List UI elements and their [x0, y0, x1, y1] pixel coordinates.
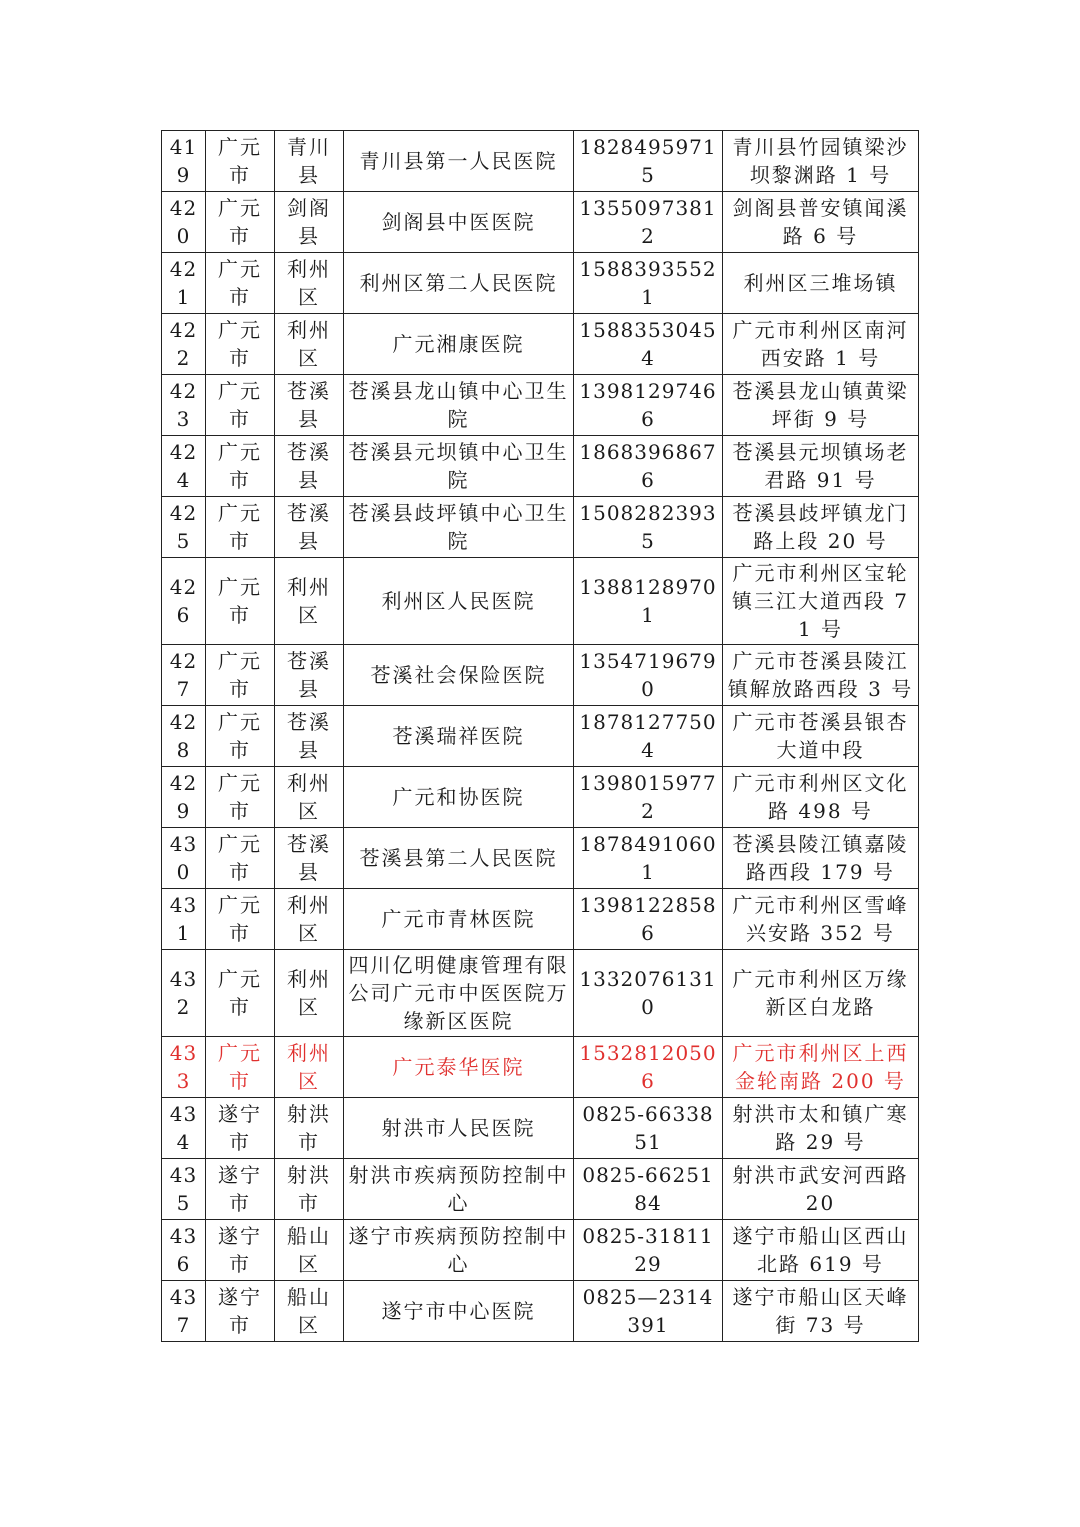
- phone-cell: 18781277504: [574, 706, 723, 767]
- district-cell: 剑阁县: [275, 192, 344, 253]
- address-cell: 广元市利州区南河西安路 1 号: [723, 314, 919, 375]
- address-cell: 广元市利州区文化路 498 号: [723, 767, 919, 828]
- row-number: 427: [162, 645, 206, 706]
- hospital-name-cell: 青川县第一人民医院: [344, 131, 574, 192]
- city-cell: 广元市: [206, 645, 275, 706]
- district-cell: 利州区: [275, 950, 344, 1037]
- row-number: 420: [162, 192, 206, 253]
- row-number: 426: [162, 558, 206, 645]
- district-cell: 苍溪县: [275, 497, 344, 558]
- row-number: 429: [162, 767, 206, 828]
- row-number: 423: [162, 375, 206, 436]
- phone-cell: 13550973812: [574, 192, 723, 253]
- district-cell: 利州区: [275, 1037, 344, 1098]
- city-cell: 广元市: [206, 497, 275, 558]
- row-number: 425: [162, 497, 206, 558]
- hospital-name-cell: 利州区人民医院: [344, 558, 574, 645]
- address-cell: 遂宁市船山区西山北路 619 号: [723, 1220, 919, 1281]
- city-cell: 广元市: [206, 436, 275, 497]
- phone-cell: 0825—2314391: [574, 1281, 723, 1342]
- table-row: [162, 1098, 919, 1159]
- hospital-name-cell: 广元泰华医院: [344, 1037, 574, 1098]
- city-cell: 遂宁市: [206, 1159, 275, 1220]
- table-row: [162, 767, 919, 828]
- city-cell: 广元市: [206, 889, 275, 950]
- address-cell: 青川县竹园镇梁沙坝黎渊路 1 号: [723, 131, 919, 192]
- table-row: [162, 1220, 919, 1281]
- phone-cell: 13980159772: [574, 767, 723, 828]
- address-cell: 利州区三堆场镇: [723, 253, 919, 314]
- address-cell: 广元市苍溪县银杏大道中段: [723, 706, 919, 767]
- table-row: [162, 314, 919, 375]
- district-cell: 苍溪县: [275, 645, 344, 706]
- table-row: [162, 436, 919, 497]
- table-row: [162, 828, 919, 889]
- city-cell: 广元市: [206, 314, 275, 375]
- table-row: [162, 558, 919, 645]
- table-body: [162, 131, 919, 1342]
- hospital-name-cell: 广元市青林医院: [344, 889, 574, 950]
- district-cell: 射洪市: [275, 1159, 344, 1220]
- address-cell: 射洪市武安河西路 20: [723, 1159, 919, 1220]
- table-row: [162, 1281, 919, 1342]
- address-cell: 射洪市太和镇广寒路 29 号: [723, 1098, 919, 1159]
- hospital-name-cell: 射洪市人民医院: [344, 1098, 574, 1159]
- row-number: 431: [162, 889, 206, 950]
- district-cell: 利州区: [275, 253, 344, 314]
- row-number: 435: [162, 1159, 206, 1220]
- hospital-name-cell: 遂宁市中心医院: [344, 1281, 574, 1342]
- hospital-name-cell: 广元湘康医院: [344, 314, 574, 375]
- address-cell: 苍溪县元坝镇场老君路 91 号: [723, 436, 919, 497]
- phone-cell: 13320761310: [574, 950, 723, 1037]
- phone-cell: 0825-6625184: [574, 1159, 723, 1220]
- address-cell: 广元市利州区上西金轮南路 200 号: [723, 1037, 919, 1098]
- city-cell: 广元市: [206, 767, 275, 828]
- district-cell: 苍溪县: [275, 828, 344, 889]
- district-cell: 利州区: [275, 767, 344, 828]
- row-number: 432: [162, 950, 206, 1037]
- hospital-name-cell: 苍溪县第二人民医院: [344, 828, 574, 889]
- city-cell: 广元市: [206, 558, 275, 645]
- city-cell: 遂宁市: [206, 1220, 275, 1281]
- table-row: [162, 1037, 919, 1098]
- city-cell: 广元市: [206, 192, 275, 253]
- district-cell: 苍溪县: [275, 436, 344, 497]
- city-cell: 广元市: [206, 253, 275, 314]
- hospital-name-cell: 苍溪社会保险医院: [344, 645, 574, 706]
- district-cell: 苍溪县: [275, 375, 344, 436]
- table-row: [162, 375, 919, 436]
- hospital-name-cell: 广元和协医院: [344, 767, 574, 828]
- hospital-name-cell: 苍溪瑞祥医院: [344, 706, 574, 767]
- district-cell: 利州区: [275, 889, 344, 950]
- phone-cell: 13547196790: [574, 645, 723, 706]
- phone-cell: 13881289701: [574, 558, 723, 645]
- district-cell: 利州区: [275, 314, 344, 375]
- district-cell: 苍溪县: [275, 706, 344, 767]
- phone-cell: 18683968676: [574, 436, 723, 497]
- row-number: 436: [162, 1220, 206, 1281]
- hospital-name-cell: 射洪市疾病预防控制中心: [344, 1159, 574, 1220]
- hospital-list-table: [161, 130, 919, 1342]
- district-cell: 船山区: [275, 1220, 344, 1281]
- row-number: 437: [162, 1281, 206, 1342]
- address-cell: 广元市利州区宝轮镇三江大道西段 71 号: [723, 558, 919, 645]
- city-cell: 遂宁市: [206, 1281, 275, 1342]
- city-cell: 广元市: [206, 375, 275, 436]
- address-cell: 苍溪县歧坪镇龙门路上段 20 号: [723, 497, 919, 558]
- table-row: [162, 131, 919, 192]
- phone-cell: 0825-3181129: [574, 1220, 723, 1281]
- row-number: 430: [162, 828, 206, 889]
- address-cell: 广元市利州区雪峰兴安路 352 号: [723, 889, 919, 950]
- district-cell: 利州区: [275, 558, 344, 645]
- hospital-name-cell: 苍溪县元坝镇中心卫生院: [344, 436, 574, 497]
- address-cell: 遂宁市船山区天峰街 73 号: [723, 1281, 919, 1342]
- hospital-name-cell: 利州区第二人民医院: [344, 253, 574, 314]
- phone-cell: 18784910601: [574, 828, 723, 889]
- city-cell: 广元市: [206, 828, 275, 889]
- phone-cell: 15082823935: [574, 497, 723, 558]
- phone-cell: 15883935521: [574, 253, 723, 314]
- city-cell: 广元市: [206, 131, 275, 192]
- address-cell: 广元市苍溪县陵江镇解放路西段 3 号: [723, 645, 919, 706]
- row-number: 434: [162, 1098, 206, 1159]
- address-cell: 苍溪县龙山镇黄梁坪街 9 号: [723, 375, 919, 436]
- hospital-name-cell: 剑阁县中医医院: [344, 192, 574, 253]
- phone-cell: 18284959715: [574, 131, 723, 192]
- phone-cell: 13981228586: [574, 889, 723, 950]
- row-number: 433: [162, 1037, 206, 1098]
- row-number: 422: [162, 314, 206, 375]
- hospital-name-cell: 遂宁市疾病预防控制中心: [344, 1220, 574, 1281]
- hospital-name-cell: 苍溪县龙山镇中心卫生院: [344, 375, 574, 436]
- hospital-name-cell: 苍溪县歧坪镇中心卫生院: [344, 497, 574, 558]
- row-number: 421: [162, 253, 206, 314]
- row-number: 428: [162, 706, 206, 767]
- district-cell: 青川县: [275, 131, 344, 192]
- phone-cell: 13981297466: [574, 375, 723, 436]
- table-row: [162, 706, 919, 767]
- address-cell: 苍溪县陵江镇嘉陵路西段 179 号: [723, 828, 919, 889]
- table-row: [162, 497, 919, 558]
- district-cell: 射洪市: [275, 1098, 344, 1159]
- row-number: 424: [162, 436, 206, 497]
- table-row: [162, 645, 919, 706]
- phone-cell: 15328120506: [574, 1037, 723, 1098]
- table-row: [162, 1159, 919, 1220]
- address-cell: 广元市利州区万缘新区白龙路: [723, 950, 919, 1037]
- city-cell: 遂宁市: [206, 1098, 275, 1159]
- city-cell: 广元市: [206, 706, 275, 767]
- city-cell: 广元市: [206, 950, 275, 1037]
- table-row: [162, 889, 919, 950]
- address-cell: 剑阁县普安镇闻溪路 6 号: [723, 192, 919, 253]
- table-row: [162, 192, 919, 253]
- table-row: [162, 950, 919, 1037]
- table-row: [162, 253, 919, 314]
- hospital-name-cell: 四川亿明健康管理有限公司广元市中医医院万缘新区医院: [344, 950, 574, 1037]
- city-cell: 广元市: [206, 1037, 275, 1098]
- row-number: 419: [162, 131, 206, 192]
- phone-cell: 0825-6633851: [574, 1098, 723, 1159]
- phone-cell: 15883530454: [574, 314, 723, 375]
- district-cell: 船山区: [275, 1281, 344, 1342]
